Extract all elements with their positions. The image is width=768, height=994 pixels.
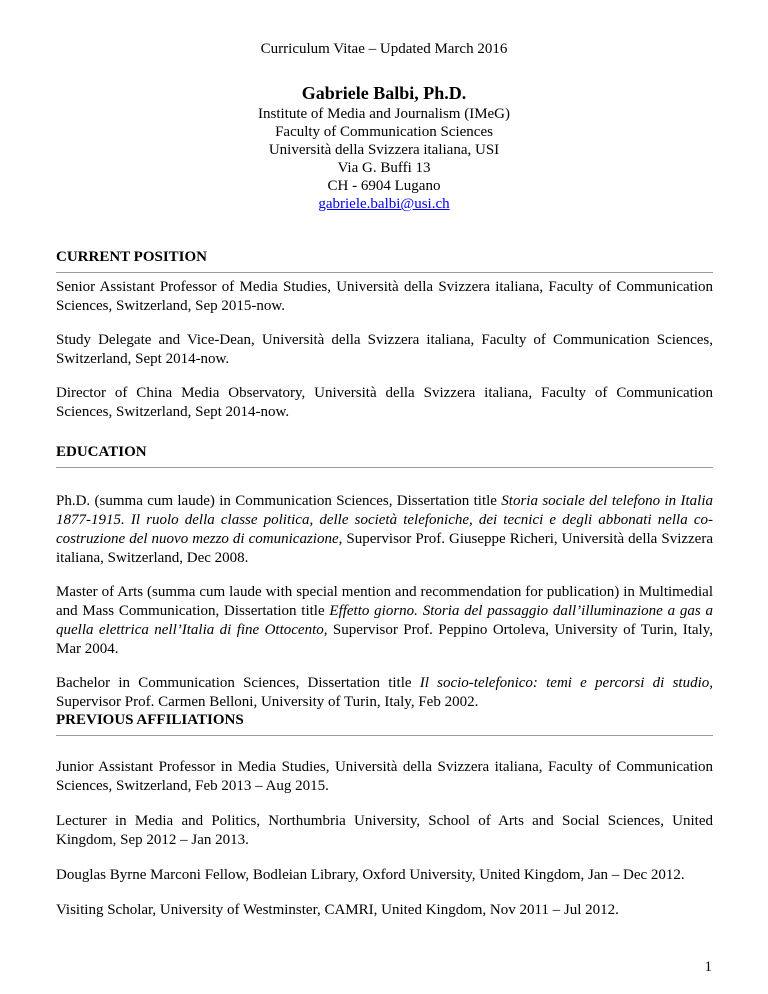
address-line-institute: Institute of Media and Journalism (IMeG) [257,106,511,122]
education-entry-text: Ph.D. (summa cum laude) in Communication Sciences, Dissertation title [56,493,502,509]
section-divider [56,735,713,736]
email-link[interactable]: gabriele.balbi@usi.ch [318,196,450,212]
dissertation-title: Storia sociale del telefono in Italia 1877-1915. Il ruolo della classe politica, delle società telefoniche, dei tecnici e degli abbonati nella co-costruzione del nuovo mezzo di comunicazione [56,493,714,547]
page-number: 1 [704,959,712,975]
affiliation-entry: Visiting Scholar, University of Westminster, CAMRI, United Kingdom, Nov 2011 – Jul 2012. [56,902,619,918]
current-position-heading: CURRENT POSITION [56,249,208,265]
address-line-city: CH - 6904 Lugano [327,178,441,194]
address-line-university: Università della Svizzera italiana, USI [268,142,500,158]
education-entry-text: , Supervisor Prof. Carmen Belloni, University of Turin, Italy, Feb 2002. [56,675,713,710]
education-entry [56,674,713,712]
current-position-entry: Director of China Media Observatory, Università della Svizzera italiana, Faculty of Communication Sciences, Switzerland, Sept 2014-now. [56,385,713,420]
previous-affiliations-heading: PREVIOUS AFFILIATIONS [56,712,244,728]
education-entry [56,583,713,659]
contact-block [0,105,768,213]
affiliation-entry: Lecturer in Media and Politics, Northumbria University, School of Arts and Social Sciences, United Kingdom, Sep 2012 – Jan 2013. [56,813,713,848]
section-divider [56,272,713,273]
previous-affiliations-section [56,711,713,920]
education-entry-text: , Supervisor Prof. Peppino Ortoleva, University of Turin, Italy, Mar 2004. [56,622,713,657]
section-divider [56,467,713,468]
education-entry-text: , Supervisor Prof. Giuseppe Richeri, Università della Svizzera italiana, Switzerland, Dec 2008. [56,531,713,566]
current-position-entry: Study Delegate and Vice-Dean, Università della Svizzera italiana, Faculty of Communication Sciences, Switzerland, Sept 2014-now. [56,332,713,367]
education-entry [56,492,713,568]
education-heading: EDUCATION [56,444,147,460]
affiliation-entry: Junior Assistant Professor in Media Studies, Università della Svizzera italiana, Faculty of Communication Sciences, Switzerland, Feb 2013 – Aug 2015. [56,759,713,794]
current-position-entry: Senior Assistant Professor of Media Studies, Università della Svizzera italiana, Faculty of Communication Sciences, Switzerland, Sep 2015-now. [56,279,713,314]
address-line-street: Via G. Buffi 13 [337,160,431,176]
running-header: Curriculum Vitae – Updated March 2016 [260,41,508,57]
affiliation-entry: Douglas Byrne Marconi Fellow, Bodleian Library, Oxford University, United Kingdom, Jan – Dec 2012. [56,867,685,883]
person-name: Gabriele Balbi, Ph.D. [301,83,467,103]
dissertation-title: Il socio-telefonico: temi e percorsi di studio [419,675,710,691]
education-entry-text: Bachelor in Communication Sciences, Dissertation title [56,675,420,691]
address-line-faculty: Faculty of Communication Sciences [275,124,493,140]
dissertation-title: Effetto giorno. Storia del passaggio dall’illuminazione a gas a quella elettrica nell’Italia di fine Ottocento [56,603,713,638]
education-section [56,443,713,712]
education-entry-text: Master of Arts (summa cum laude with special mention and recommendation for publication) in Multimedial and Mass Communication, Dissertation title [56,584,713,619]
current-position-section [56,248,713,422]
